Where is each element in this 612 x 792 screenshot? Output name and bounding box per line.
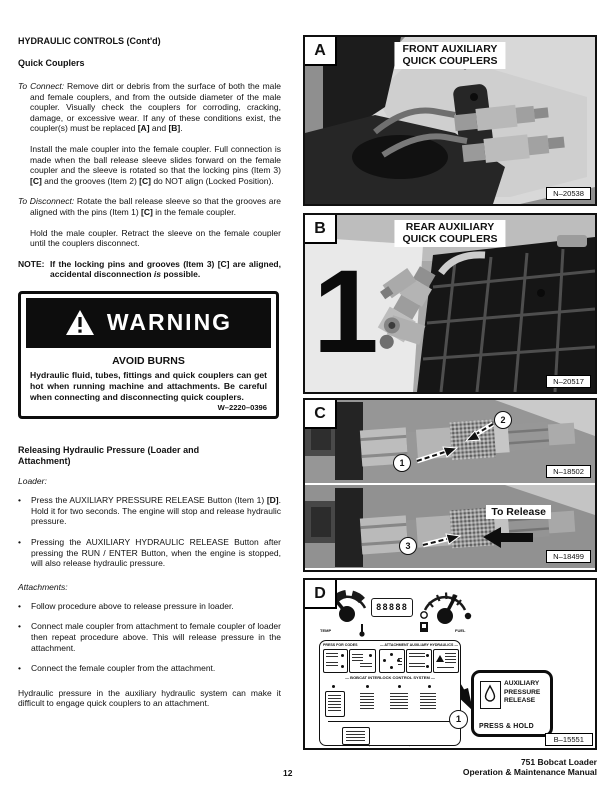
attach-bullet-1: [18, 601, 281, 612]
figure-letter-b: B: [305, 215, 337, 244]
paragraph-hold: Hold the male coupler. Retract the sleeve on the female coupler until the couplers disconnect.: [30, 227, 281, 249]
attachments-label: Attachments:: [18, 581, 68, 592]
photo-id-n18502: N–18502: [546, 465, 591, 478]
interlock-divider: [328, 721, 452, 722]
decal-numeral: 1: [313, 246, 379, 378]
bullet-marker: •: [18, 495, 21, 506]
warning-code: W–2220–0396: [217, 403, 267, 413]
warning-triangle-icon: [65, 309, 95, 337]
footer-line2: Operation & Maintenance Manual: [462, 766, 597, 777]
warning-title: WARNING: [106, 309, 233, 336]
aux-flow-icon-box: [406, 649, 432, 673]
attach-bullet-3: [18, 663, 281, 674]
releasing-heading: [18, 445, 281, 466]
aux-button-text: [504, 680, 540, 706]
warning-subtitle: AVOID BURNS: [112, 354, 185, 367]
note-label: NOTE:: [18, 258, 45, 269]
interlock-title: — BOBCAT INTERLOCK CONTROL SYSTEM —: [345, 675, 435, 680]
aux-pressure-release-mini-box: [433, 649, 459, 673]
loader-label: Loader:: [18, 476, 47, 487]
paragraph-install: Install the male coupler into the female coupler. Full connection is made when the ball release sleeve slides forward on the female coupler and the sleeve is rotated so that the locking pins (Item 3) [C] and the grooves (Item 2) [C] do NOT align (Locked Position).: [30, 143, 281, 186]
loader-bullet-1: [18, 495, 281, 527]
figure-b-title-line1: REAR AUXILIARY: [405, 221, 495, 233]
interlock-control-panel: [319, 640, 461, 746]
main-text-column: [18, 36, 281, 719]
photo-coupler-locked: [305, 400, 595, 483]
photo-id-b15551: B–15551: [545, 733, 593, 746]
temp-gauge-label: TEMP: [320, 628, 332, 633]
hourmeter-display: 88888: [371, 598, 413, 617]
figure-a-title-line2: QUICK COUPLERS: [402, 54, 498, 67]
callout-1-item: 1: [449, 710, 468, 729]
photo-id-n20517: N–20517: [546, 375, 591, 388]
light-codes-icon-box: [323, 649, 348, 673]
seat-bar-icon: [360, 693, 374, 709]
callout-2: 2: [494, 411, 512, 429]
figure-c-coupler-detail: [303, 398, 597, 572]
bucket-position-icon-box: [349, 649, 376, 673]
footer-line1: 751 Bobcat Loader: [520, 757, 597, 767]
press-for-codes-label: PRESS FOR CODES: [323, 643, 358, 647]
joystick-icon-box: [379, 649, 405, 673]
hydraulic-drop-icon: [480, 681, 501, 709]
figure-a-front-aux-couplers: [303, 35, 597, 206]
attach-bullet-2-text: Connect male coupler from attachment to female coupler of loader then repeat procedure above. This will release pressure in the attachment.: [31, 621, 281, 653]
figure-b-title: [394, 220, 505, 247]
footer-manual-title: [463, 758, 597, 778]
figure-d-instrument-panel: [303, 578, 597, 750]
figure-letter-d: D: [305, 580, 337, 609]
paragraph-to-disconnect: To Disconnect: Rotate the ball release sleeve so that the grooves are aligned with the pins (Item 1) [C] in the female coupler.: [18, 196, 281, 217]
attach-bullet-3-text: Connect the female coupler from the attachment.: [31, 663, 216, 674]
releasing-heading-line1: Releasing Hydraulic Pressure (Loader and: [18, 445, 200, 456]
press-to-operate-box: [325, 691, 345, 717]
lift-tilt-icon: [390, 693, 408, 709]
warning-body: Hydraulic fluid, tubes, fittings and quick couplers can get hot when running machine and attachments. Be careful when connecting and disconnecting quick couplers.: [30, 369, 267, 402]
bullet-marker: •: [18, 621, 21, 632]
photo-coupler-release: [305, 485, 595, 568]
loader-bullet-1-text: Press the AUXILIARY PRESSURE RELEASE Button (Item 1) [D]. Hold it for two seconds. The engine will stop and release hydraulic pressure.: [31, 495, 281, 527]
aux-pressure-release-button: [471, 670, 553, 737]
note-text: If the locking pins and grooves (Item 3) [C] are aligned, accidental disconnection is possible.: [50, 258, 281, 280]
aux-button-line2: PRESSURE: [504, 688, 541, 696]
aux-button-line1: AUXILIARY: [504, 680, 540, 687]
attach-bullet-1-text: Follow procedure above to release pressure in loader.: [31, 600, 234, 611]
closing-paragraph: Hydraulic pressure in the auxiliary hydraulic system can make it difficult to engage quick couplers to an attachment.: [18, 687, 281, 709]
traction-lock-override-box: [342, 727, 370, 745]
callout-1: 1: [393, 454, 411, 472]
photo-divider: [305, 483, 595, 485]
releasing-heading-line2: Attachment): [18, 455, 71, 466]
figure-letter-c: C: [305, 400, 337, 429]
figure-b-rear-aux-couplers: [303, 213, 597, 394]
warning-box: [18, 291, 279, 419]
to-release-label: To Release: [486, 505, 551, 519]
note-block: [18, 259, 281, 280]
bullet-marker: •: [18, 663, 21, 674]
photo-id-n20538: N–20538: [546, 187, 591, 200]
aux-button-line3: RELEASE: [504, 697, 536, 705]
photo-id-n18499: N–18499: [546, 550, 591, 563]
figure-letter-a: A: [305, 37, 337, 66]
figure-a-title-line1: FRONT AUXILIARY: [402, 43, 498, 55]
loader-bullet-2: [18, 537, 281, 569]
page-number: 12: [283, 768, 293, 778]
traction-icon: [420, 693, 436, 709]
figure-a-title: [394, 42, 505, 69]
attachment-aux-hydraulics-label: — ATTACHMENT AUXILIARY HYDRAULICS —: [379, 643, 458, 647]
bullet-marker: •: [18, 537, 21, 548]
section-heading: HYDRAULIC CONTROLS (Cont'd): [18, 36, 161, 46]
figure-b-title-line2: QUICK COUPLERS: [402, 232, 498, 245]
attach-bullet-2: [18, 621, 281, 653]
loader-bullet-2-text: Pressing the AUXILIARY HYDRAULIC RELEASE Button after pressing the RUN / ENTER Button, when the engine is stopped, will also release hydraulic pressure.: [31, 537, 281, 569]
bullet-marker: •: [18, 600, 21, 611]
press-and-hold-label: PRESS & HOLD: [479, 723, 534, 730]
subsection-heading: Quick Couplers: [18, 58, 85, 68]
warning-header-band: [26, 298, 271, 348]
callout-3: 3: [399, 537, 417, 555]
paragraph-to-connect: To Connect: Remove dirt or debris from the surface of both the male and female couplers, and from the outside diameter of the male coupler. Visually check the couplers for corroding, cracking, damage, or excessive wear. If any of these conditions exist, the coupler(s) must be replaced [A] and [B].: [18, 81, 281, 134]
fuel-gauge-label: FUEL: [455, 628, 466, 633]
